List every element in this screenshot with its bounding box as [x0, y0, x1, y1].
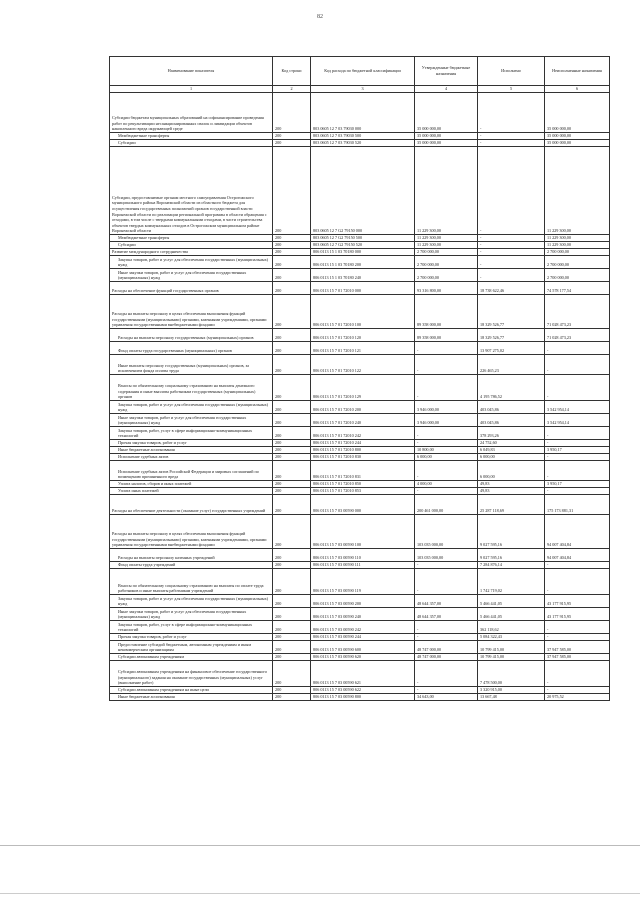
table-row [110, 495, 610, 515]
row-code: 200 [273, 93, 311, 133]
row-name: Иные выплаты персоналу государственных (муниципальных) органов, за исключением фонда оплаты труда [110, 355, 273, 375]
row-name: Уплата налогов, сборов и иных платежей [110, 481, 273, 488]
row-name: Межбюджетные трансферты [110, 133, 273, 140]
row-budget-code: 806 0113 15 7 01 72010 830 [311, 454, 415, 461]
row-name: Расходы на выплаты персоналу в целях обеспечения выполнения функций государственными (муниципальными) органами, казенными учреждениями, органами управления государственными внебюджетными фондами [110, 515, 273, 549]
row-budget-code: 806 0113 15 7 01 72010 242 [311, 427, 415, 440]
row-unexecuted: - [545, 427, 610, 440]
row-executed: - [478, 256, 545, 269]
row-code: 200 [273, 595, 311, 608]
row-approved: 35 000 000,00 [415, 140, 478, 147]
row-approved: 48 747 000,00 [415, 654, 478, 661]
row-code: 200 [273, 694, 311, 701]
row-unexecuted: 11 229 300,00 [545, 147, 610, 235]
row-code: 200 [273, 235, 311, 242]
row-code: 200 [273, 488, 311, 495]
row-budget-code: 806 0113 15 7 01 72010 850 [311, 481, 415, 488]
row-name: Расходы на выплаты персоналу в целях обеспечения выполнения функций государственными (муниципальными) органами, казенными учреждениями, органами управления государственными внебюджетными фондами [110, 295, 273, 329]
table-row [110, 454, 610, 461]
row-budget-code: 806 0113 15 7 01 72010 244 [311, 440, 415, 447]
row-unexecuted: - [545, 461, 610, 481]
row-executed: - [478, 269, 545, 282]
row-executed: 7 284 876,14 [478, 562, 545, 569]
row-budget-code: 806 0113 15 7 03 00590 800 [311, 694, 415, 701]
row-name: Расходы на выплаты персоналу казенных учреждений [110, 549, 273, 562]
row-name: Субсидии, предоставляемые органам местного самоуправления Острогожского муниципального района Воронежской области из областного бюджета для осуществления государственных полномочий органов государственной власти Воронежской области по реализации региональной программы в области обращения с отходами, в том числе с твердыми коммунальными отходами, в части строительства объектов твердых коммунальных отходов в Острогожском муниципальном районе Воронежской области [110, 147, 273, 235]
row-name: Субсидии автономным учреждениям на финансовое обеспечение государственного (муниципального) задания на оказание государственных (муниципальных) услуг (выполнение работ) [110, 661, 273, 687]
row-code: 200 [273, 454, 311, 461]
row-executed: 13 907 275,02 [478, 342, 545, 355]
table-row [110, 641, 610, 654]
row-executed: 18 329 526,77 [478, 329, 545, 342]
row-unexecuted: 175 173 881,31 [545, 495, 610, 515]
row-code: 200 [273, 641, 311, 654]
row-executed: - [478, 93, 545, 133]
row-budget-code: 806 0113 15 7 03 00590 119 [311, 569, 415, 595]
table-row [110, 295, 610, 329]
row-approved: 35 000 000,00 [415, 93, 478, 133]
row-approved: 4 000,00 [415, 481, 478, 488]
row-budget-code: 806 0113 15 1 03 70180 200 [311, 256, 415, 269]
row-code: 200 [273, 608, 311, 621]
row-name: Уплата иных платежей [110, 488, 273, 495]
row-code: 200 [273, 654, 311, 661]
row-name: Закупка товаров, работ и услуг для обеспечения государственных (муниципальных) нужд [110, 595, 273, 608]
row-name: Фонд оплаты труда учреждений [110, 562, 273, 569]
row-budget-code: 806 0113 15 7 03 00590 622 [311, 687, 415, 694]
row-name: Исполнение судебных актов Российской Федерации и мировых соглашений по возмещению причиненного вреда [110, 461, 273, 481]
table-row [110, 242, 610, 249]
row-code: 200 [273, 414, 311, 427]
row-executed: 403 045,86 [478, 414, 545, 427]
row-budget-code: 806 0113 15 7 03 00590 200 [311, 595, 415, 608]
row-unexecuted: - [545, 355, 610, 375]
table-row [110, 608, 610, 621]
row-unexecuted: 43 177 915,95 [545, 595, 610, 608]
row-unexecuted: 2 700 000,00 [545, 249, 610, 256]
row-budget-code: 806 0113 15 7 01 72010 121 [311, 342, 415, 355]
table-row [110, 282, 610, 295]
row-approved: - [415, 621, 478, 634]
row-approved: - [415, 634, 478, 641]
header-budget-code: Код расхода по бюджетной классификации [311, 57, 415, 86]
table-row [110, 549, 610, 562]
page-bottom-rule [0, 893, 640, 894]
row-executed: 13 667,48 [478, 694, 545, 701]
row-name: Взносы по обязательному социальному страхованию на выплаты денежного содержания и иные выплаты работникам государственных (муниципальных) органов [110, 375, 273, 401]
row-unexecuted: 71 028 473,23 [545, 295, 610, 329]
table-row [110, 401, 610, 414]
table-row [110, 562, 610, 569]
row-executed: 24 752,60 [478, 440, 545, 447]
row-name: Иные закупки товаров, работ и услуг для обеспечения государственных (муниципальных) нужд [110, 269, 273, 282]
row-name: Субсидии [110, 140, 273, 147]
row-code: 200 [273, 661, 311, 687]
row-code: 200 [273, 256, 311, 269]
row-code: 200 [273, 375, 311, 401]
table-header-row [110, 57, 610, 86]
row-approved: - [415, 342, 478, 355]
row-name: Расходы на обеспечение деятельности (оказание услуг) государственных учреждений [110, 495, 273, 515]
table-row [110, 355, 610, 375]
row-executed: 1 742 719,02 [478, 569, 545, 595]
row-budget-code: 806 0113 15 7 01 72010 831 [311, 461, 415, 481]
row-budget-code: 806 0113 15 7 03 00590 000 [311, 495, 415, 515]
table-row [110, 488, 610, 495]
table-row [110, 447, 610, 454]
row-executed: 4 195 786,52 [478, 375, 545, 401]
table-row [110, 634, 610, 641]
row-budget-code: 803 0605 12 7 G2 79150 520 [311, 242, 415, 249]
row-unexecuted: 3 542 954,14 [545, 401, 610, 414]
row-name: Межбюджетные трансферты [110, 235, 273, 242]
row-name: Иные закупки товаров, работ и услуг для обеспечения государственных (муниципальных) нужд [110, 608, 273, 621]
row-unexecuted: - [545, 687, 610, 694]
row-budget-code: 806 0113 15 7 01 72010 853 [311, 488, 415, 495]
table-row [110, 661, 610, 687]
row-unexecuted: - [545, 661, 610, 687]
table-row [110, 133, 610, 140]
row-approved: - [415, 488, 478, 495]
row-unexecuted: 35 000 000,00 [545, 140, 610, 147]
row-approved: - [415, 375, 478, 401]
row-approved: - [415, 427, 478, 440]
row-unexecuted: 37 947 585,00 [545, 654, 610, 661]
row-unexecuted: - [545, 342, 610, 355]
row-executed: - [478, 242, 545, 249]
table-row [110, 515, 610, 549]
table-row [110, 621, 610, 634]
header-number: 2 [273, 86, 311, 93]
row-approved: - [415, 355, 478, 375]
row-unexecuted: - [545, 488, 610, 495]
row-name: Взносы по обязательному социальному страхованию на выплаты по оплате труда работников и иные выплаты работникам учреждений [110, 569, 273, 595]
row-approved: - [415, 440, 478, 447]
row-budget-code: 806 0113 15 7 01 72010 200 [311, 401, 415, 414]
table-row [110, 687, 610, 694]
row-code: 200 [273, 242, 311, 249]
row-name: Субсидии автономным учреждениям на иные цели [110, 687, 273, 694]
row-unexecuted: 3 950,17 [545, 481, 610, 488]
row-approved: - [415, 562, 478, 569]
row-executed: - [478, 235, 545, 242]
row-name: Исполнение судебных актов [110, 454, 273, 461]
row-code: 200 [273, 342, 311, 355]
row-executed: 5 466 441,05 [478, 595, 545, 608]
row-approved: 34 643,00 [415, 694, 478, 701]
row-name: Расходы на выплаты персоналу государственных (муниципальных) органов [110, 329, 273, 342]
row-unexecuted: - [545, 562, 610, 569]
row-budget-code: 803 0605 12 7 03 79030 000 [311, 93, 415, 133]
table-row [110, 249, 610, 256]
row-name: Прочая закупка товаров, работ и услуг [110, 440, 273, 447]
row-unexecuted: 35 000 000,00 [545, 93, 610, 133]
row-executed: - [478, 133, 545, 140]
row-executed: 362 118,62 [478, 621, 545, 634]
table-row [110, 569, 610, 595]
row-unexecuted: 3 542 954,14 [545, 414, 610, 427]
row-name: Иные закупки товаров, работ и услуг для обеспечения государственных (муниципальных) нужд [110, 414, 273, 427]
table-row [110, 481, 610, 488]
row-code: 200 [273, 282, 311, 295]
row-budget-code: 803 0605 12 7 03 79030 500 [311, 133, 415, 140]
row-unexecuted: 37 947 585,00 [545, 641, 610, 654]
row-name: Субсидии автономным учреждениям [110, 654, 273, 661]
header-number: 3 [311, 86, 415, 93]
row-budget-code: 806 0113 15 7 01 72010 000 [311, 282, 415, 295]
row-unexecuted: 2 700 000,00 [545, 256, 610, 269]
row-executed: 403 045,86 [478, 401, 545, 414]
row-code: 200 [273, 495, 311, 515]
row-budget-code: 803 0605 12 7 G2 79150 000 [311, 147, 415, 235]
header-code: Код строки [273, 57, 311, 86]
table-row [110, 269, 610, 282]
budget-execution-table [109, 56, 610, 701]
row-code: 200 [273, 569, 311, 595]
row-executed: 6 000,00 [478, 454, 545, 461]
row-code: 200 [273, 133, 311, 140]
row-unexecuted: 11 229 300,00 [545, 242, 610, 249]
table-row [110, 235, 610, 242]
row-executed: 3 320 915,00 [478, 687, 545, 694]
table-row [110, 147, 610, 235]
row-approved: 48 747 000,00 [415, 641, 478, 654]
row-approved: 3 946 000,00 [415, 414, 478, 427]
row-executed: 378 293,26 [478, 427, 545, 440]
row-executed: 49,83 [478, 488, 545, 495]
row-unexecuted: - [545, 454, 610, 461]
row-unexecuted: 3 950,17 [545, 447, 610, 454]
row-budget-code: 806 0113 15 7 01 72010 129 [311, 375, 415, 401]
row-budget-code: 806 0113 15 1 03 70180 240 [311, 269, 415, 282]
row-approved: - [415, 569, 478, 595]
row-unexecuted: 35 000 000,00 [545, 133, 610, 140]
row-code: 200 [273, 401, 311, 414]
header-name: Наименование показателя [110, 57, 273, 86]
header-number: 4 [415, 86, 478, 93]
row-executed: 10 799 415,00 [478, 641, 545, 654]
table-row [110, 342, 610, 355]
page-number: 82 [317, 14, 323, 20]
row-executed: 25 287 118,69 [478, 495, 545, 515]
row-name: Прочая закупка товаров, работ и услуг [110, 634, 273, 641]
row-budget-code: 806 0113 15 7 01 72010 100 [311, 295, 415, 329]
table-row [110, 694, 610, 701]
row-executed: 226 465,23 [478, 355, 545, 375]
row-name: Закупка товаров, работ и услуг для обеспечения государственных (муниципальных) нужд [110, 256, 273, 269]
row-name: Субсидии [110, 242, 273, 249]
row-budget-code: 806 0113 15 7 03 00590 100 [311, 515, 415, 549]
row-code: 200 [273, 461, 311, 481]
row-approved: 89 358 000,00 [415, 329, 478, 342]
row-budget-code: 806 0113 15 7 01 72010 122 [311, 355, 415, 375]
row-name: Расходы на обеспечение функций государственных органов [110, 282, 273, 295]
row-code: 200 [273, 140, 311, 147]
row-code: 200 [273, 562, 311, 569]
row-budget-code: 806 0113 15 7 01 72010 120 [311, 329, 415, 342]
row-code: 200 [273, 427, 311, 440]
row-approved: 2 700 000,00 [415, 249, 478, 256]
row-approved: - [415, 461, 478, 481]
row-unexecuted: 94 007 404,84 [545, 549, 610, 562]
table-row [110, 140, 610, 147]
row-executed: 6 049,83 [478, 447, 545, 454]
row-code: 200 [273, 515, 311, 549]
header-number: 1 [110, 86, 273, 93]
row-code: 200 [273, 295, 311, 329]
row-name: Предоставление субсидий бюджетным, автономным учреждениям и иным некоммерческим организациям [110, 641, 273, 654]
row-code: 200 [273, 549, 311, 562]
row-budget-code: 806 0113 15 7 03 00590 110 [311, 549, 415, 562]
row-executed: 5 084 322,43 [478, 634, 545, 641]
row-budget-code: 806 0113 15 7 03 00590 620 [311, 654, 415, 661]
row-code: 200 [273, 355, 311, 375]
row-budget-code: 806 0113 15 7 03 00590 621 [311, 661, 415, 687]
row-approved: 103 035 000,00 [415, 515, 478, 549]
table-row [110, 440, 610, 447]
row-unexecuted: 43 177 915,95 [545, 608, 610, 621]
table-row [110, 427, 610, 440]
row-executed: - [478, 140, 545, 147]
header-executed: Исполнено [478, 57, 545, 86]
row-executed: 6 000,00 [478, 461, 545, 481]
row-name: Иные бюджетные ассигнования [110, 694, 273, 701]
row-approved: 3 946 000,00 [415, 401, 478, 414]
row-executed: 7 478 500,00 [478, 661, 545, 687]
row-approved: - [415, 687, 478, 694]
row-name: Субсидии бюджетам муниципальных образований на софинансирование проведения работ по рекультивации несанкционированных свалок и ликвидации объектов накопленного вреда окружающей среде [110, 93, 273, 133]
row-approved: 11 229 300,00 [415, 147, 478, 235]
row-code: 200 [273, 481, 311, 488]
header-number: 6 [545, 86, 610, 93]
row-executed: - [478, 249, 545, 256]
row-executed: 18 738 622,46 [478, 282, 545, 295]
row-approved: 2 700 000,00 [415, 269, 478, 282]
header-number-row [110, 86, 610, 93]
table-row [110, 414, 610, 427]
row-name: Закупка товаров, работ, услуг в сфере информационно-коммуникационных технологий [110, 427, 273, 440]
row-name: Развитие международного сотрудничества [110, 249, 273, 256]
row-approved: 93 316 800,00 [415, 282, 478, 295]
row-budget-code: 806 0113 15 7 03 00590 244 [311, 634, 415, 641]
row-budget-code: 806 0113 15 7 01 72010 240 [311, 414, 415, 427]
row-unexecuted: - [545, 634, 610, 641]
row-code: 200 [273, 269, 311, 282]
row-unexecuted: 71 028 473,23 [545, 329, 610, 342]
row-code: 200 [273, 329, 311, 342]
table-row [110, 461, 610, 481]
row-code: 200 [273, 621, 311, 634]
row-name: Закупка товаров, работ и услуг для обеспечения государственных (муниципальных) нужд [110, 401, 273, 414]
row-approved: 2 700 000,00 [415, 256, 478, 269]
row-unexecuted: - [545, 440, 610, 447]
row-approved: 10 800,00 [415, 447, 478, 454]
row-budget-code: 803 0605 12 7 G2 79150 500 [311, 235, 415, 242]
row-code: 200 [273, 687, 311, 694]
table-row [110, 595, 610, 608]
table-row [110, 375, 610, 401]
row-approved: 103 035 000,00 [415, 549, 478, 562]
row-name: Иные бюджетные ассигнования [110, 447, 273, 454]
row-unexecuted: 20 975,52 [545, 694, 610, 701]
row-code: 200 [273, 249, 311, 256]
row-unexecuted: 94 007 404,84 [545, 515, 610, 549]
row-code: 200 [273, 447, 311, 454]
row-executed: 9 027 595,16 [478, 549, 545, 562]
row-approved: 48 644 357,00 [415, 608, 478, 621]
row-approved: 200 461 000,00 [415, 495, 478, 515]
table-row [110, 93, 610, 133]
header-approved: Утвержденные бюджетные назначения [415, 57, 478, 86]
row-unexecuted: 2 700 000,00 [545, 269, 610, 282]
row-budget-code: 806 0113 15 7 03 00590 240 [311, 608, 415, 621]
row-unexecuted: - [545, 621, 610, 634]
row-code: 200 [273, 440, 311, 447]
header-unexecuted: Неисполненные назначения [545, 57, 610, 86]
row-approved: 11 229 300,00 [415, 242, 478, 249]
row-executed: 5 466 441,05 [478, 608, 545, 621]
row-budget-code: 806 0113 15 1 03 70180 000 [311, 249, 415, 256]
row-executed: 49,83 [478, 481, 545, 488]
page-bottom-rule [0, 845, 640, 846]
row-approved: - [415, 661, 478, 687]
row-approved: 35 000 000,00 [415, 133, 478, 140]
row-executed: 10 799 415,00 [478, 654, 545, 661]
row-approved: 11 229 300,00 [415, 235, 478, 242]
row-budget-code: 806 0113 15 7 01 72010 800 [311, 447, 415, 454]
row-budget-code: 806 0113 15 7 03 00590 111 [311, 562, 415, 569]
row-budget-code: 806 0113 15 7 03 00590 600 [311, 641, 415, 654]
row-name: Фонд оплаты труда государственных (муниципальных) органов [110, 342, 273, 355]
row-executed: - [478, 147, 545, 235]
row-approved: 6 000,00 [415, 454, 478, 461]
row-unexecuted: - [545, 375, 610, 401]
row-budget-code: 803 0605 12 7 03 79030 520 [311, 140, 415, 147]
row-executed: 18 329 526,77 [478, 295, 545, 329]
row-code: 200 [273, 634, 311, 641]
table-row [110, 256, 610, 269]
row-unexecuted: 74 578 177,54 [545, 282, 610, 295]
row-approved: 48 644 357,00 [415, 595, 478, 608]
row-unexecuted: 11 229 300,00 [545, 235, 610, 242]
table-row [110, 329, 610, 342]
row-executed: 9 027 595,16 [478, 515, 545, 549]
row-approved: 89 358 000,00 [415, 295, 478, 329]
header-number: 5 [478, 86, 545, 93]
row-budget-code: 806 0113 15 7 03 00590 242 [311, 621, 415, 634]
row-unexecuted: - [545, 569, 610, 595]
row-name: Закупка товаров, работ, услуг в сфере информационно-коммуникационных технологий [110, 621, 273, 634]
row-code: 200 [273, 147, 311, 235]
table-row [110, 654, 610, 661]
